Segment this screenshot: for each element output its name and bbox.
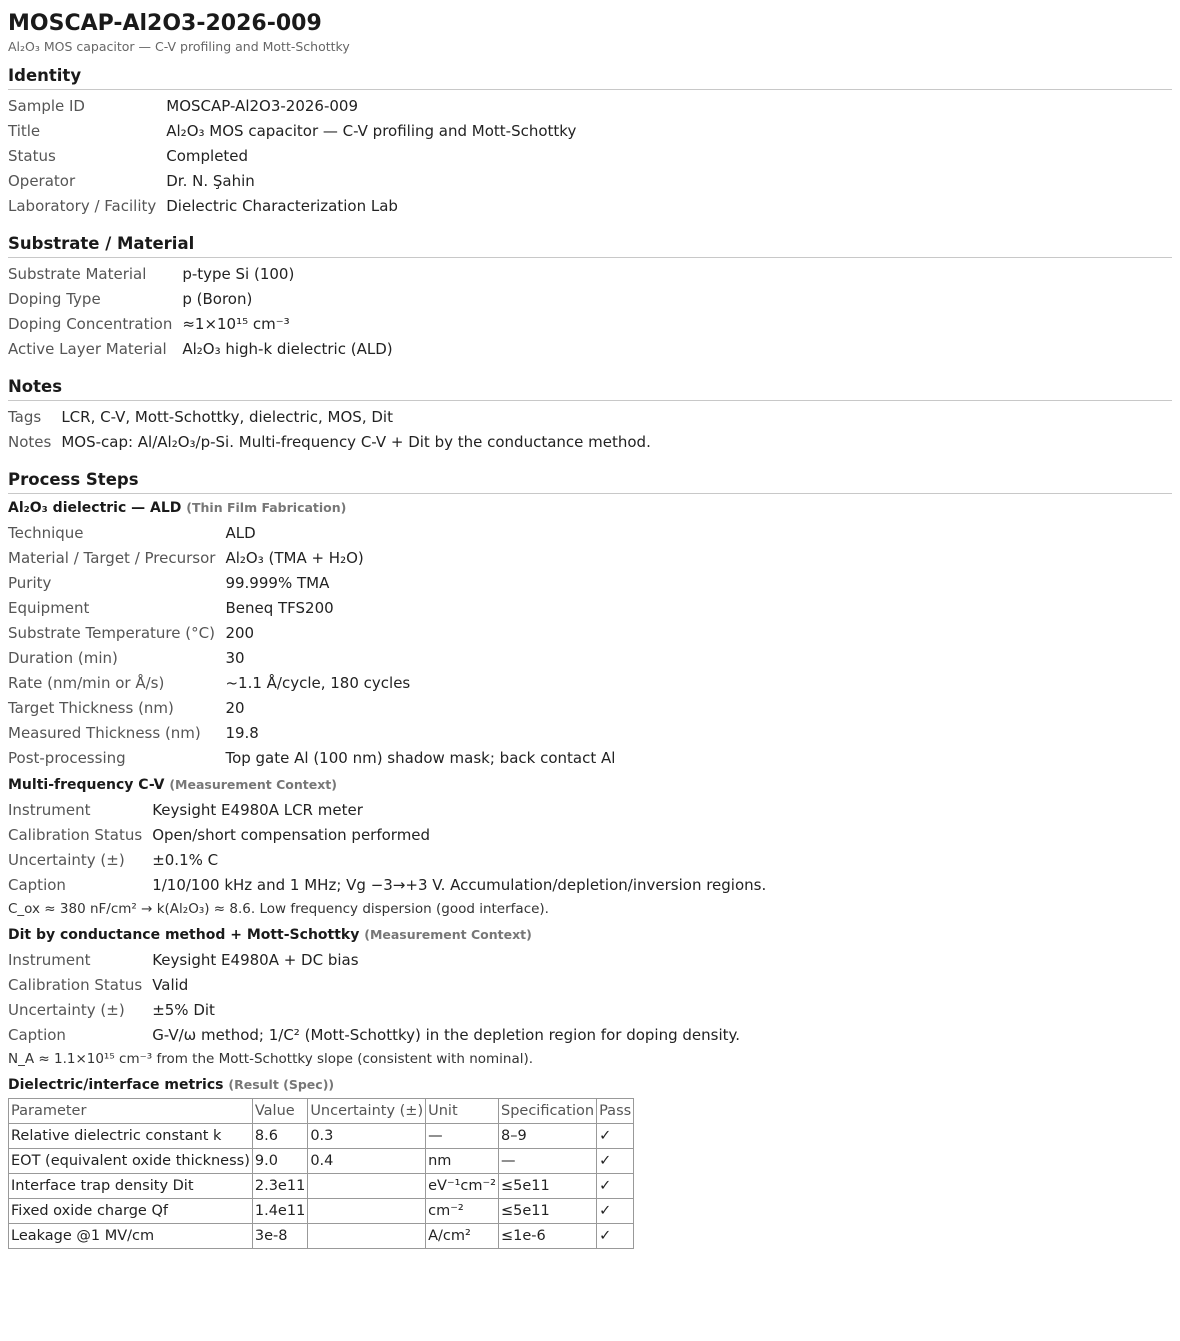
table-cell: 9.0	[252, 1149, 307, 1174]
table-cell	[308, 1174, 426, 1199]
field-label: Active Layer Material	[8, 340, 167, 358]
field-label: Doping Concentration	[8, 315, 173, 333]
kv-row	[8, 746, 615, 771]
field-value: 99.999% TMA	[225, 574, 330, 592]
field-label: Purity	[8, 574, 52, 592]
field-label: Status	[8, 147, 56, 165]
substrate-heading: Substrate / Material	[8, 233, 1172, 258]
table-cell: nm	[426, 1149, 499, 1174]
table-cell	[308, 1224, 426, 1249]
field-label: Laboratory / Facility	[8, 197, 157, 215]
kv-row	[8, 337, 393, 362]
kv-row	[8, 848, 766, 873]
step-table	[8, 521, 615, 771]
field-value: ALD	[225, 524, 256, 542]
kv-row	[8, 823, 766, 848]
table-cell: ≤1e-6	[498, 1224, 596, 1249]
table-cell: EOT (equivalent oxide thickness)	[9, 1149, 253, 1174]
field-label: Substrate Temperature (°C)	[8, 624, 215, 642]
field-label: Duration (min)	[8, 649, 118, 667]
table-cell: 1.4e11	[252, 1199, 307, 1224]
field-label: Uncertainty (±)	[8, 1001, 125, 1019]
pass-check-icon: ✓	[597, 1224, 634, 1249]
kv-row	[8, 798, 766, 823]
field-value: ≈1×10¹⁵ cm⁻³	[182, 315, 290, 333]
process-heading: Process Steps	[8, 469, 1172, 494]
field-label: Operator	[8, 172, 76, 190]
table-cell: cm⁻²	[426, 1199, 499, 1224]
page-title: MOSCAP-Al2O3-2026-009	[8, 11, 322, 36]
table-cell: Fixed oxide charge Qf	[9, 1199, 253, 1224]
column-header: Parameter	[9, 1099, 253, 1124]
kv-row	[8, 405, 651, 430]
field-value: ±0.1% C	[152, 851, 219, 869]
step-title	[8, 1075, 1172, 1095]
field-value: Dr. N. Şahin	[166, 172, 255, 190]
table-cell: 0.4	[308, 1149, 426, 1174]
step-title	[8, 498, 1172, 518]
step-title	[8, 775, 1172, 795]
kv-row	[8, 521, 615, 546]
kv-row	[8, 873, 766, 898]
field-value: p (Boron)	[182, 290, 253, 308]
page-subtitle: Al₂O₃ MOS capacitor — C-V profiling and Mott-Schottky	[8, 39, 350, 54]
pass-check-icon: ✓	[597, 1149, 634, 1174]
kv-row	[8, 646, 615, 671]
table-row	[9, 1124, 634, 1149]
field-label: Title	[8, 122, 41, 140]
field-label: Technique	[8, 524, 84, 542]
kv-row	[8, 169, 576, 194]
field-value: Top gate Al (100 nm) shadow mask; back contact Al	[225, 749, 616, 767]
pass-check-icon: ✓	[597, 1124, 634, 1149]
table-cell: A/cm²	[426, 1224, 499, 1249]
substrate-table	[8, 262, 393, 362]
field-label: Material / Target / Precursor	[8, 549, 216, 567]
field-value: Open/short compensation performed	[152, 826, 431, 844]
field-label: Measured Thickness (nm)	[8, 724, 201, 742]
kv-row	[8, 94, 576, 119]
field-value: MOS-cap: Al/Al₂O₃/p-Si. Multi-frequency C-V + Dit by the conductance method.	[61, 433, 651, 451]
table-cell: 3e-8	[252, 1224, 307, 1249]
field-value: 1/10/100 kHz and 1 MHz; Vg −3→+3 V. Accumulation/depletion/inversion regions.	[152, 876, 767, 894]
step-kind: (Thin Film Fabrication)	[186, 500, 347, 515]
kv-row	[8, 1023, 740, 1048]
step-name: Multi-frequency C-V	[8, 777, 165, 793]
table-header-row	[9, 1099, 634, 1124]
field-value: p-type Si (100)	[182, 265, 295, 283]
field-value: Al₂O₃ MOS capacitor — C-V profiling and Mott-Schottky	[166, 122, 577, 140]
step-table	[8, 948, 740, 1048]
field-label: Notes	[8, 433, 52, 451]
field-value: Keysight E4980A + DC bias	[152, 951, 359, 969]
identity-section	[8, 65, 1172, 219]
table-row	[9, 1174, 634, 1199]
field-value: Beneq TFS200	[225, 599, 334, 617]
table-cell	[308, 1199, 426, 1224]
field-label: Instrument	[8, 951, 91, 969]
table-row	[9, 1199, 634, 1224]
notes-table	[8, 405, 651, 455]
kv-row	[8, 621, 615, 646]
field-label: Sample ID	[8, 97, 85, 115]
kv-row	[8, 546, 615, 571]
field-label: Doping Type	[8, 290, 101, 308]
kv-row	[8, 696, 615, 721]
column-header: Uncertainty (±)	[308, 1099, 426, 1124]
field-value: ~1.1 Å/cycle, 180 cycles	[225, 674, 411, 692]
table-cell: 8–9	[498, 1124, 596, 1149]
substrate-section	[8, 233, 1172, 362]
notes-section	[8, 376, 1172, 455]
step-name: Dielectric/interface metrics	[8, 1077, 224, 1093]
column-header: Pass	[597, 1099, 634, 1124]
column-header: Specification	[498, 1099, 596, 1124]
results-table	[8, 1098, 634, 1249]
field-value: Dielectric Characterization Lab	[166, 197, 398, 215]
kv-row	[8, 262, 393, 287]
column-header: Value	[252, 1099, 307, 1124]
field-value: MOSCAP-Al2O3-2026-009	[166, 97, 359, 115]
table-cell: —	[426, 1124, 499, 1149]
field-value: G-V/ω method; 1/C² (Mott-Schottky) in the depletion region for doping density.	[152, 1026, 741, 1044]
table-cell: Interface trap density Dit	[9, 1174, 253, 1199]
table-cell: ≤5e11	[498, 1174, 596, 1199]
field-value: Valid	[152, 976, 189, 994]
field-value: Keysight E4980A LCR meter	[152, 801, 363, 819]
pass-check-icon: ✓	[597, 1174, 634, 1199]
kv-row	[8, 312, 393, 337]
kv-row	[8, 671, 615, 696]
step-name: Al₂O₃ dielectric — ALD	[8, 500, 182, 516]
kv-row	[8, 119, 576, 144]
field-label: Instrument	[8, 801, 91, 819]
table-cell: 2.3e11	[252, 1174, 307, 1199]
kv-row	[8, 194, 576, 219]
step-title	[8, 925, 1172, 945]
table-cell: 0.3	[308, 1124, 426, 1149]
kv-row	[8, 287, 393, 312]
step-note: C_ox ≈ 380 nF/cm² → k(Al₂O₃) ≈ 8.6. Low frequency dispersion (good interface).	[8, 901, 549, 917]
notes-heading: Notes	[8, 376, 1172, 401]
table-cell: —	[498, 1149, 596, 1174]
field-value: LCR, C-V, Mott-Schottky, dielectric, MOS, Dit	[61, 408, 393, 426]
step-kind: (Measurement Context)	[364, 927, 532, 942]
kv-row	[8, 596, 615, 621]
identity-heading: Identity	[8, 65, 1172, 90]
field-value: ±5% Dit	[152, 1001, 215, 1019]
field-label: Calibration Status	[8, 976, 143, 994]
field-label: Tags	[8, 408, 42, 426]
process-section	[8, 469, 1172, 1249]
column-header: Unit	[426, 1099, 499, 1124]
table-cell: Leakage @1 MV/cm	[9, 1224, 253, 1249]
kv-row	[8, 430, 651, 455]
field-value: 20	[225, 699, 245, 717]
field-label: Post-processing	[8, 749, 126, 767]
field-label: Caption	[8, 876, 66, 894]
step-name: Dit by conductance method + Mott-Schottky	[8, 927, 360, 943]
table-row	[9, 1224, 634, 1249]
field-label: Equipment	[8, 599, 90, 617]
step-kind: (Measurement Context)	[169, 777, 337, 792]
kv-row	[8, 973, 740, 998]
field-value: Completed	[166, 147, 249, 165]
field-value: Al₂O₃ high-k dielectric (ALD)	[182, 340, 393, 358]
kv-row	[8, 948, 740, 973]
field-label: Rate (nm/min or Å/s)	[8, 674, 165, 692]
field-label: Calibration Status	[8, 826, 143, 844]
field-label: Caption	[8, 1026, 66, 1044]
table-cell: Relative dielectric constant k	[9, 1124, 253, 1149]
table-cell: 8.6	[252, 1124, 307, 1149]
table-cell: ≤5e11	[498, 1199, 596, 1224]
identity-table	[8, 94, 576, 219]
kv-row	[8, 998, 740, 1023]
field-value: 19.8	[225, 724, 259, 742]
pass-check-icon: ✓	[597, 1199, 634, 1224]
kv-row	[8, 144, 576, 169]
field-label: Uncertainty (±)	[8, 851, 125, 869]
field-value: Al₂O₃ (TMA + H₂O)	[225, 549, 364, 567]
field-label: Target Thickness (nm)	[8, 699, 174, 717]
field-value: 200	[225, 624, 255, 642]
table-cell: eV⁻¹cm⁻²	[426, 1174, 499, 1199]
step-table	[8, 798, 766, 898]
field-value: 30	[225, 649, 245, 667]
kv-row	[8, 571, 615, 596]
step-kind: (Result (Spec))	[228, 1077, 335, 1092]
table-row	[9, 1149, 634, 1174]
field-label: Substrate Material	[8, 265, 147, 283]
step-note: N_A ≈ 1.1×10¹⁵ cm⁻³ from the Mott-Schottky slope (consistent with nominal).	[8, 1051, 534, 1067]
kv-row	[8, 721, 615, 746]
